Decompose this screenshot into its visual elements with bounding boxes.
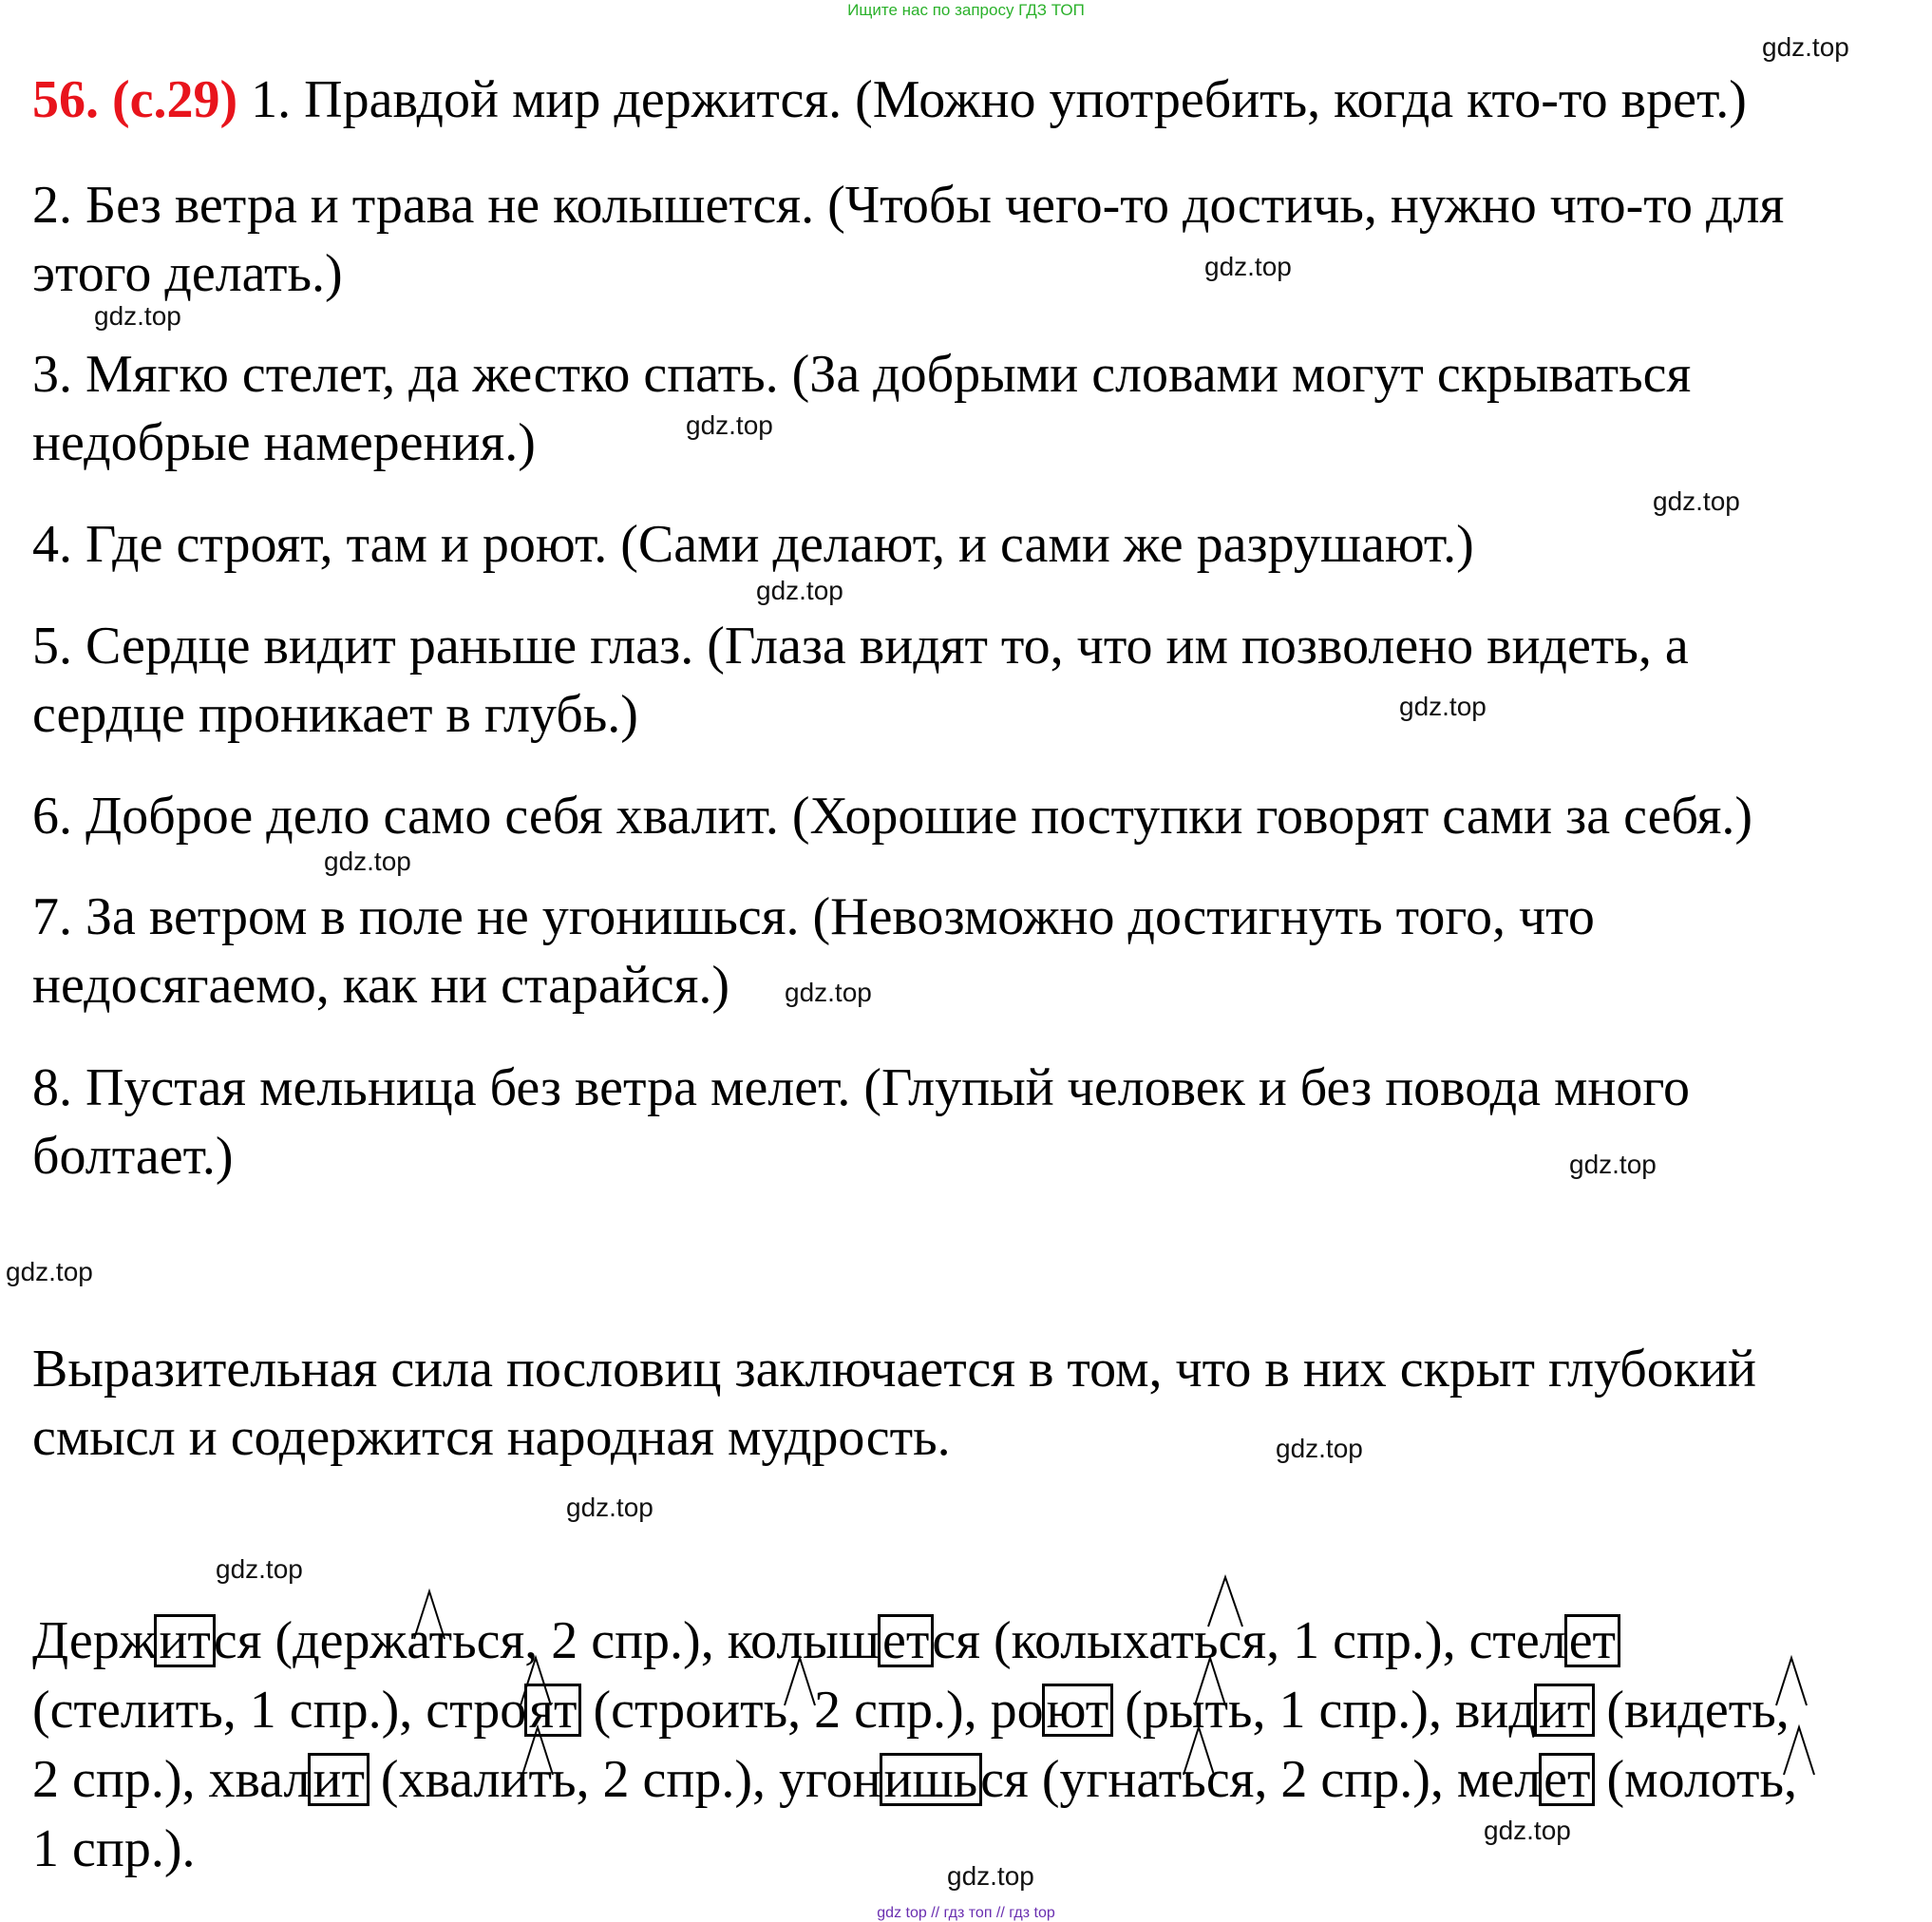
watermark: gdz.top	[1399, 692, 1487, 721]
verb-text: 2 спр.), хвал	[32, 1750, 311, 1809]
conclusion-line-2: смысл и содержится народная мудрость.	[32, 1408, 951, 1467]
verb-ending-box: ет	[1539, 1753, 1595, 1806]
watermark: gdz.top	[1276, 1434, 1363, 1463]
proverb-7-line-2: недосягаемо, как ни старайся.)	[32, 956, 730, 1015]
verb-ending-box: ит	[1534, 1684, 1595, 1737]
watermark: gdz.top	[6, 1257, 93, 1286]
verb-analysis-line-4: 1 спр.).	[32, 1819, 196, 1878]
verb-text: Держ	[32, 1611, 157, 1670]
watermark: gdz.top	[756, 576, 843, 605]
verb-ending-box: ит	[154, 1614, 215, 1667]
verb-ending-box: ет	[878, 1614, 934, 1667]
verb-text: ся (держаться, 2 спр.), колыш	[213, 1611, 881, 1670]
proverb-8-line-2: болтает.)	[32, 1127, 234, 1186]
verb-text: (молоть,	[1593, 1750, 1798, 1809]
watermark: gdz.top	[1653, 486, 1740, 516]
verb-ending-box: ишь	[880, 1753, 983, 1806]
proverb-5-line-2: сердце проникает в глубь.)	[32, 685, 638, 744]
watermark: gdz.top	[1762, 32, 1849, 62]
watermark: gdz.top	[216, 1554, 303, 1584]
watermark: gdz.top	[566, 1493, 653, 1522]
footer-links[interactable]: gdz top // гдз топ // гдз top	[877, 1905, 1055, 1921]
watermark: gdz.top	[686, 410, 773, 440]
conclusion-line-1: Выразительная сила пословиц заключается в том, что в них скрыт глубокий	[32, 1340, 1756, 1399]
verb-text: (стелить, 1 спр.), стро	[32, 1681, 527, 1740]
stress-mark	[522, 1727, 553, 1775]
verb-text: (хвалить, 2 спр.), угон	[367, 1750, 881, 1809]
stress-mark	[1776, 1658, 1807, 1705]
verb-ending-box: ят	[524, 1684, 581, 1737]
stress-mark	[521, 1658, 551, 1705]
watermark: gdz.top	[785, 978, 872, 1007]
proverb-3-line-1: 3. Мягко стелет, да жестко спать. (За добрыми словами могут скрываться	[32, 345, 1692, 404]
watermark: gdz.top	[1204, 252, 1292, 281]
proverb-7-line-1: 7. За ветром в поле не угонишься. (Невозможно достигнуть того, что	[32, 887, 1595, 946]
verb-ending-box: ют	[1042, 1684, 1114, 1737]
verb-text: ся (колыхаться, 1 спр.), стел	[932, 1611, 1566, 1670]
watermark: gdz.top	[94, 301, 181, 331]
proverb-5-line-1: 5. Сердце видит раньше глаз. (Глаза видят то, что им позволено видеть, а	[32, 617, 1689, 676]
stress-mark	[1195, 1658, 1225, 1705]
stress-mark	[1208, 1577, 1242, 1627]
proverb-1-text: 1. Правдой мир держится. (Можно употребить, когда кто-то врет.)	[251, 70, 1747, 129]
proverb-8-line-1: 8. Пустая мельница без ветра мелет. (Глупый человек и без повода много	[32, 1058, 1690, 1117]
task-number: 56. (с.29)	[32, 70, 238, 129]
verb-text: (видеть,	[1593, 1681, 1790, 1740]
watermark: gdz.top	[1484, 1816, 1571, 1845]
watermark: gdz.top	[947, 1861, 1034, 1891]
proverb-3-line-2: недобрые намерения.)	[32, 413, 536, 472]
verb-ending-box: ет	[1564, 1614, 1620, 1667]
proverb-4: 4. Где строят, там и роют. (Сами делают, и сами же разрушают.)	[32, 515, 1474, 574]
stress-mark	[1184, 1727, 1214, 1775]
verb-text: ся (угнаться, 2 спр.), мел	[980, 1750, 1542, 1809]
top-search-hint[interactable]: Ищите нас по запросу ГДЗ ТОП	[847, 1, 1085, 19]
proverb-2-line-2: этого делать.)	[32, 244, 343, 303]
watermark: gdz.top	[324, 847, 411, 876]
proverb-6: 6. Доброе дело само себя хвалит. (Хорошие поступки говорят сами за себя.)	[32, 787, 1752, 846]
stress-mark	[785, 1658, 815, 1705]
stress-mark	[414, 1591, 445, 1639]
verb-text: (строить, 2 спр.), ро	[579, 1681, 1044, 1740]
stress-mark	[1784, 1727, 1814, 1775]
proverb-2-line-1: 2. Без ветра и трава не колышется. (Чтобы чего-то достичь, нужно что-то для	[32, 176, 1785, 235]
verb-ending-box: ит	[308, 1753, 369, 1806]
verb-text: (рыть, 1 спр.), вид	[1111, 1681, 1536, 1740]
watermark: gdz.top	[1569, 1150, 1657, 1179]
